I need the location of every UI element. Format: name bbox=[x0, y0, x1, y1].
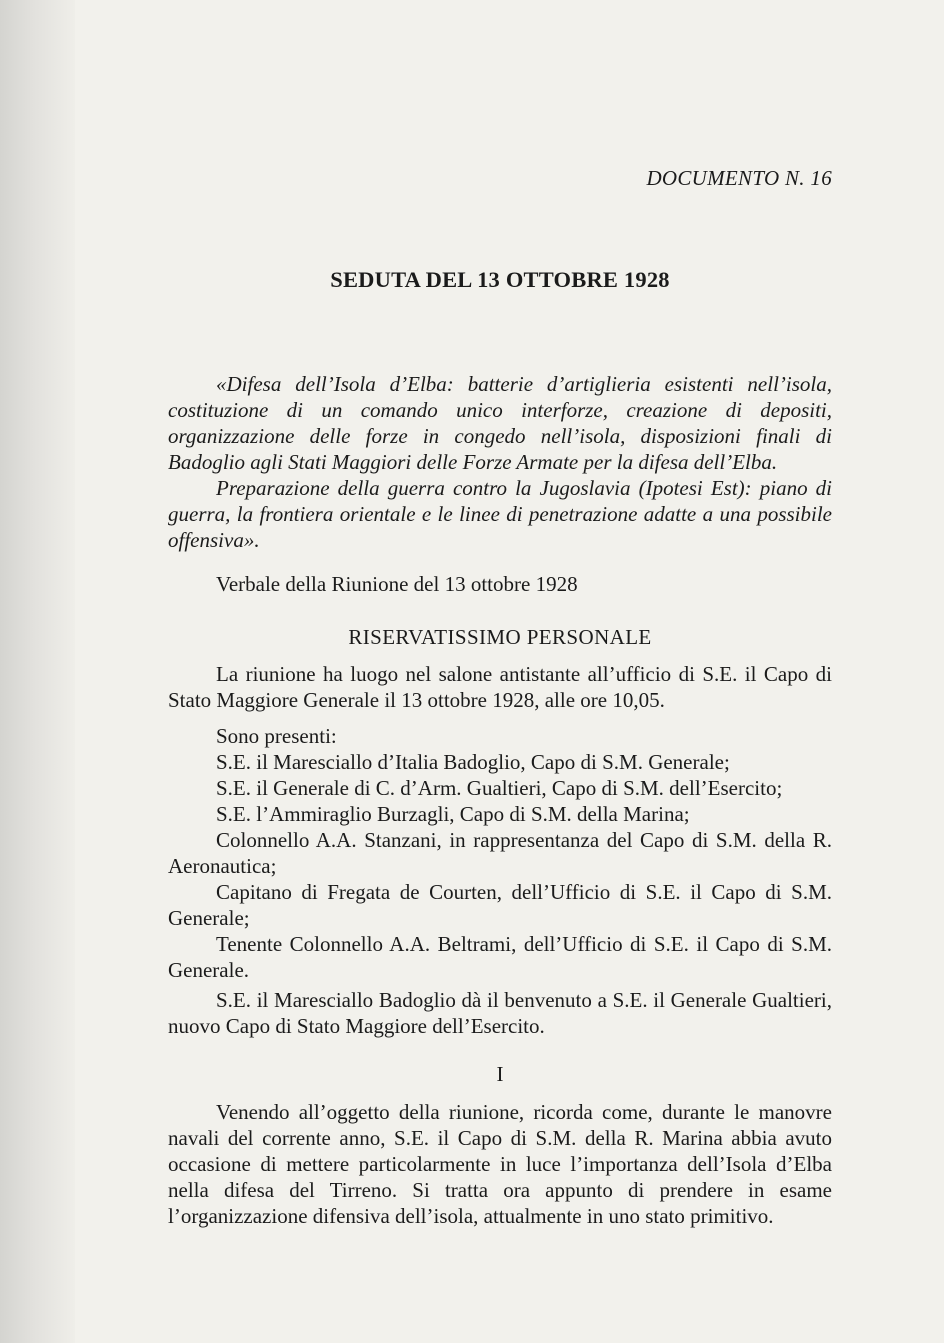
scan-gutter-shadow bbox=[0, 0, 75, 1343]
abstract-paragraph: Preparazione della guerra contro la Jugoslavia (Ipotesi Est): piano di guerra, la frontiera orientale e le linee di penetrazione adatte a una possibile offensiva». bbox=[168, 476, 832, 552]
attendee-item: Tenente Colonnello A.A. Beltrami, dell’Ufficio di S.E. il Capo di S.M. Generale. bbox=[168, 932, 832, 982]
classification-label: RISERVATISSIMO PERSONALE bbox=[348, 625, 652, 649]
welcome-paragraph: S.E. il Maresciallo Badoglio dà il benvenuto a S.E. il Generale Gualtieri, nuovo Capo di Stato Maggiore dell’Esercito. bbox=[168, 988, 832, 1038]
section-number: I bbox=[496, 1062, 504, 1086]
abstract-paragraph: «Difesa dell’Isola d’Elba: batterie d’artiglieria esistenti nell’isola, costituzione di un comando unico interforze, creazione di depositi, organizzazione delle forze in congedo nell’isola, disposizioni finali di Badoglio agli Stati Maggiori delle Forze Armate per la difesa dell’Elba. bbox=[168, 372, 832, 474]
attendee-item: Capitano di Fregata de Courten, dell’Ufficio di S.E. il Capo di S.M. Generale; bbox=[168, 880, 832, 930]
document-number: DOCUMENTO N. 16 bbox=[646, 166, 832, 190]
welcome-paragraph-block bbox=[168, 987, 832, 1039]
attendee-item: S.E. l’Ammiraglio Burzagli, Capo di S.M. della Marina; bbox=[216, 802, 690, 826]
page-title: SEDUTA DEL 13 OTTOBRE 1928 bbox=[330, 267, 670, 292]
opening-paragraph: La riunione ha luogo nel salone antistante all’ufficio di S.E. il Capo di Stato Maggiore Generale il 13 ottobre 1928, alle ore 10,05. bbox=[168, 662, 832, 712]
attendee-item: Colonnello A.A. Stanzani, in rappresentanza del Capo di S.M. della R. Aeronautica; bbox=[168, 828, 832, 878]
section-paragraph-block bbox=[168, 1099, 832, 1229]
opening-paragraph-block bbox=[168, 661, 832, 713]
attendee-item: S.E. il Generale di C. d’Arm. Gualtieri, Capo di S.M. dell’Esercito; bbox=[216, 776, 783, 800]
verbale-heading: Verbale della Riunione del 13 ottobre 1928 bbox=[216, 572, 578, 596]
document-page bbox=[168, 0, 832, 1343]
attendees-intro: Sono presenti: bbox=[216, 724, 337, 748]
attendees-list bbox=[168, 749, 832, 983]
attendee-item: S.E. il Maresciallo d’Italia Badoglio, Capo di S.M. Generale; bbox=[216, 750, 730, 774]
abstract bbox=[168, 371, 832, 553]
section-paragraph: Venendo all’oggetto della riunione, ricorda come, durante le manovre navali del corrente anno, S.E. il Capo di S.M. della R. Marina abbia avuto occasione di mettere particolarmente in luce l’importanza dell’Isola d’Elba nella difesa del Tirreno. Si tratta ora appunto di prendere in esame l’organizzazione difensiva dell’isola, attualmente in uno stato primitivo. bbox=[168, 1100, 832, 1228]
